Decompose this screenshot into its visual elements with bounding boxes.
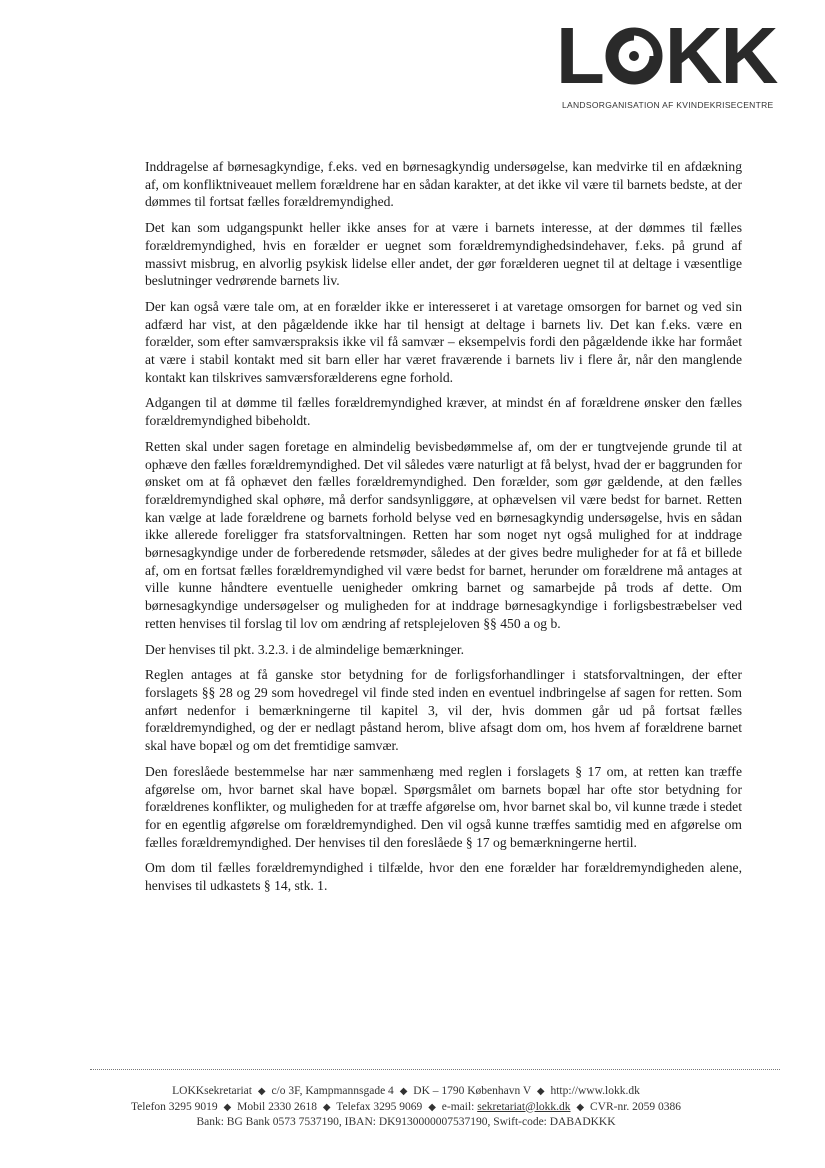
diamond-icon: ◆ xyxy=(399,1086,408,1097)
paragraph: Adgangen til at dømme til fælles forældremyndighed kræver, at mindst én af forældrene ønsker den fælles forældremyndighed bibeholdt. xyxy=(145,395,742,429)
diamond-icon: ◆ xyxy=(257,1086,266,1097)
footer-line-address xyxy=(96,1084,716,1100)
diamond-icon: ◆ xyxy=(223,1101,232,1113)
lokk-logo xyxy=(556,11,786,116)
diamond-icon: ◆ xyxy=(428,1101,436,1113)
paragraph: Reglen antages at få ganske stor betydning for de forligsforhandlinger i statsforvaltningen, der efter forslagets §§ 28 og 29 som hovedregel vil finde sted inden en eventuel indbringelse af sagen for retten. Som anført nedenfor i bemærkningerne til kapitel 3, vil der, hvis dommen går ud på fortsat fælles forældremyndighed, og der er nedlagt påstand herom, blive afsagt dom om, hos hvem af forældrene barnet skal have bopæl og om det fremtidige samvær. xyxy=(145,667,742,754)
footer xyxy=(96,1084,716,1131)
paragraph: Det kan som udgangspunkt heller ikke anses for at være i barnets interesse, at der dømmes til fælles forældremyndighed, hvis en forælder er uegnet som forældremyndighedsindehaver, f.eks. på grund af massivt misbrug, en alvorlig psykisk lidelse eller andet, der gør forælderen uegnet til at deltage i væsentlige beslutninger vedrørende barnets liv. xyxy=(145,220,742,289)
footer-mobile: Mobil 2330 2618 xyxy=(237,1100,317,1113)
footer-cvr: CVR-nr. 2059 0386 xyxy=(589,1100,682,1113)
paragraph: Om dom til fælles forældremyndighed i tilfælde, hvor den ene forælder har forældremyndigheden alene, henvises til udkastets § 14, stk. 1. xyxy=(145,860,742,894)
footer-line-contact xyxy=(96,1100,716,1116)
logo-subtitle: LANDSORGANISATION AF KVINDEKRISECENTRE xyxy=(562,100,774,110)
logo-wordmark xyxy=(556,11,786,100)
footer-org: LOKKsekretariat xyxy=(172,1085,252,1097)
footer-fax: Telefax 3295 9069 xyxy=(336,1100,423,1113)
footer-divider xyxy=(90,1069,780,1070)
document-body xyxy=(145,158,742,903)
footer-address-city: DK – 1790 København V xyxy=(413,1085,532,1097)
paragraph: Retten skal under sagen foretage en almindelig bevisbedømmelse af, om der er tungtvejende grunde til at ophæve den fælles forældremyndighed. Det vil således være naturligt at få belyst, hvad der er baggrunden for ønsket om at få ophævet den fælles forældremyndighed. Den forælder, som gør gældende, at den fælles forældremyndighed skal ophøre, må derfor sandsynliggøre, at ophævelsen vil være bedst for barnet. Retten kan vælge at lade forældrene og barnets forhold belyse ved en børnesagkyndig undersøgelse, hvis en sådan ikke allerede foreligger fra statsforvaltningen. Retten har som noget nyt også mulighed for at inddrage børnesagkyndige under de forberedende retsmøder, således at der gives bedre muligheder for at få et billede af, om en fortsat fælles forældremyndighed vil være bedst for barnet, herunder om forældrene må antages at ville kunne håndtere eventuelle uenigheder omkring barnet og samarbejde på trods af dette. Om børnesagkyndige undersøgelser og muligheden for at inddrage børnesagkyndige i forligsbestræbelser ved retten henvises til forslag til lov om ændring af retsplejeloven §§ 450 a og b. xyxy=(145,438,742,631)
footer-website-link[interactable]: http://www.lokk.dk xyxy=(550,1085,640,1097)
diamond-icon: ◆ xyxy=(576,1101,585,1113)
paragraph: Der henvises til pkt. 3.2.3. i de almindelige bemærkninger. xyxy=(145,641,465,657)
diamond-icon: ◆ xyxy=(322,1101,331,1113)
footer-email-label: e-mail: xyxy=(441,1100,475,1113)
footer-address-street: c/o 3F, Kampmannsgade 4 xyxy=(271,1085,394,1097)
diamond-icon: ◆ xyxy=(536,1086,545,1097)
paragraph: Der kan også være tale om, at en forælder ikke er interesseret i at varetage omsorgen for barnet og ved sin adfærd har vist, at den pågældende ikke har til hensigt at deltage i barnets liv. Det kan f.eks. være en forælder, som efter samværspraksis ikke vil få samvær – eksempelvis fordi den pågældende ikke har formået at være i stabil kontakt med sit barn eller har været fraværende i barnets liv i flere år, når den manglende kontakt kan tilskrives samværsforælderens egne forhold. xyxy=(145,298,742,385)
logo-letters-left: L xyxy=(556,11,603,100)
paragraph: Den foreslåede bestemmelse har nær sammenhæng med reglen i forslagets § 17 om, at retten kan træffe afgørelse om, hvor barnet skal have bopæl. Spørgsmålet om barnets bopæl har ofte stor betydning for forældrenes konflikter, og muligheden for at træffe afgørelse om, hvor barnet skal bo, vil kunne træde i stedet for en egentlig afgørelse om forældremyndighed. Den vil også kunne træffes samtidig med en afgørelse om fælles forældremyndighed. Der henvises til den foreslåede § 17 og bemærkningerne hertil. xyxy=(145,763,742,850)
footer-line-bank: Bank: BG Bank 0573 7537190, IBAN: DK9130000007537190, Swift-code: DABADKKK xyxy=(196,1116,616,1128)
paragraph: Inddragelse af børnesagkyndige, f.eks. ved en børnesagkyndig undersøgelse, kan medvirke til en afdækning af, om konfliktniveauet mellem forældrene har en sådan karakter, at det ikke vil være til barnets bedste, at der dømmes til fortsat fælles forældremyndighed. xyxy=(145,159,742,210)
footer-email-link[interactable]: sekretariat@lokk.dk xyxy=(477,1100,571,1113)
logo-letters-right: KK xyxy=(664,11,777,100)
logo-circle-icon xyxy=(605,25,663,87)
footer-phone: Telefon 3295 9019 xyxy=(130,1100,218,1113)
